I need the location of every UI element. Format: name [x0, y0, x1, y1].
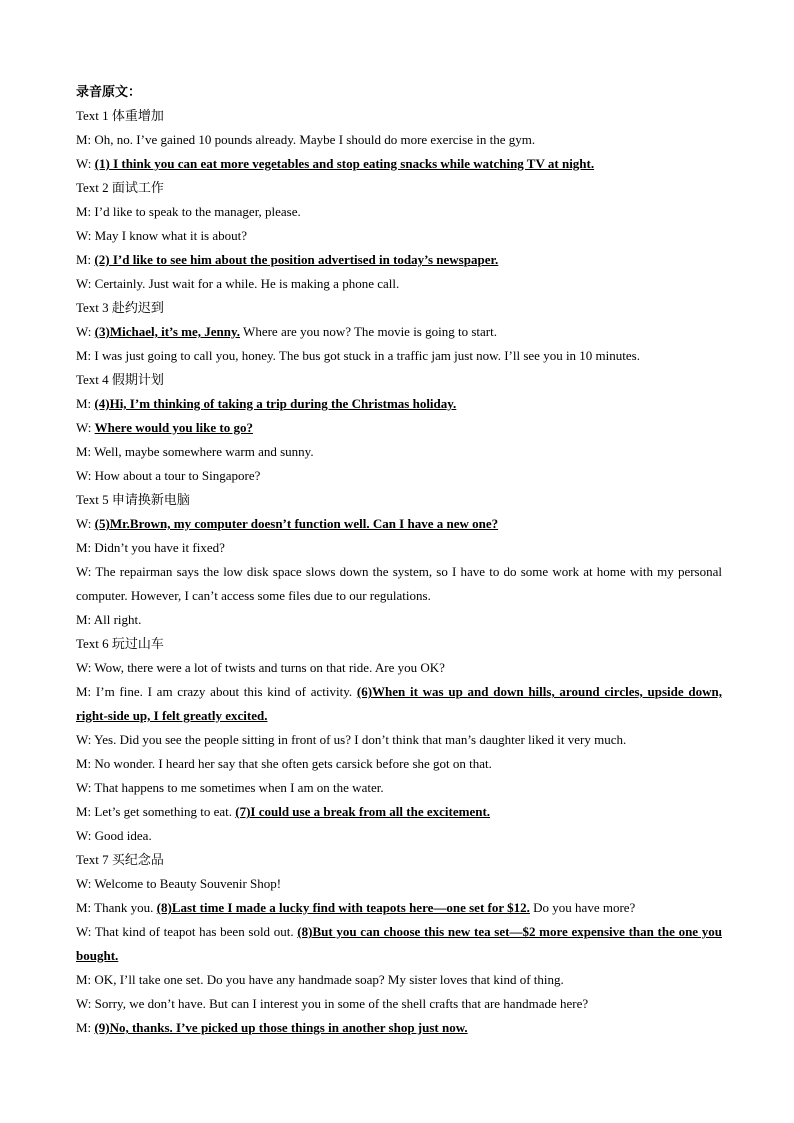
dialogue-line	[76, 224, 722, 248]
answer-highlight: (4)Hi, I’m thinking of taking a trip during the Christmas holiday.	[94, 396, 457, 411]
section-heading	[76, 296, 722, 320]
line-text: W:	[76, 516, 95, 531]
dialogue-line	[76, 824, 722, 848]
dialogue-line	[76, 992, 722, 1016]
line-text: W:	[76, 156, 95, 171]
dialogue-line	[76, 464, 722, 488]
answer-highlight: (3)Michael, it’s me, Jenny.	[94, 324, 241, 339]
line-text: M: OK, I’ll take one set. Do you have any handmade soap? My sister loves that kind of thing.	[76, 972, 564, 987]
line-text: M: Didn’t you have it fixed?	[76, 540, 225, 555]
line-text: Where are you now? The movie is going to start.	[240, 324, 497, 339]
answer-highlight: (7)I could use a break from all the excitement.	[235, 804, 491, 819]
dialogue-line	[76, 896, 722, 920]
dialogue-line	[76, 392, 722, 416]
answer-highlight: (8)But you can choose this new tea set—$2 more expensive than the one you bought.	[76, 924, 722, 963]
section-heading	[76, 368, 722, 392]
dialogue-line	[76, 872, 722, 896]
answer-highlight: Where would you like to go?	[94, 420, 253, 435]
dialogue-line	[76, 248, 722, 272]
line-text: Text 7 买纪念品	[76, 852, 164, 867]
answer-highlight: (6)When it was up and down hills, around circles, upside down, right-side up, I felt greatly excited.	[76, 684, 722, 723]
dialogue-line	[76, 776, 722, 800]
dialogue-line	[76, 656, 722, 680]
line-text: Text 6 玩过山车	[76, 636, 164, 651]
line-text: Text 2 面试工作	[76, 180, 164, 195]
line-text: W: That happens to me sometimes when I am on the water.	[76, 780, 384, 795]
line-text: M:	[76, 252, 95, 267]
transcript-page	[76, 80, 722, 1040]
line-text: M:	[76, 396, 95, 411]
section-heading	[76, 176, 722, 200]
line-text: Text 3 赴约迟到	[76, 300, 164, 315]
line-text: Do you have more?	[529, 900, 636, 915]
section-heading	[76, 848, 722, 872]
section-heading	[76, 632, 722, 656]
dialogue-line	[76, 968, 722, 992]
transcript-lines	[76, 104, 722, 1040]
line-text: M: All right.	[76, 612, 142, 627]
dialogue-line	[76, 1016, 722, 1040]
line-text: M:	[76, 1020, 95, 1035]
line-text: M: I’d like to speak to the manager, please.	[76, 204, 301, 219]
answer-highlight: (1) I think you can eat more vegetables and stop eating snacks while watching TV at night.	[94, 156, 595, 171]
dialogue-line	[76, 920, 722, 968]
dialogue-line	[76, 560, 722, 608]
dialogue-line	[76, 728, 722, 752]
line-text: W: Good idea.	[76, 828, 152, 843]
dialogue-line	[76, 752, 722, 776]
line-text: W: Certainly. Just wait for a while. He is making a phone call.	[76, 276, 400, 291]
dialogue-line	[76, 320, 722, 344]
dialogue-line	[76, 128, 722, 152]
line-text: W: May I know what it is about?	[76, 228, 248, 243]
dialogue-line	[76, 440, 722, 464]
dialogue-line	[76, 272, 722, 296]
line-text: M: Let’s get something to eat.	[76, 804, 236, 819]
answer-highlight: (5)Mr.Brown, my computer doesn’t function well. Can I have a new one?	[94, 516, 499, 531]
line-text: W: Welcome to Beauty Souvenir Shop!	[76, 876, 282, 891]
line-text: W: Wow, there were a lot of twists and turns on that ride. Are you OK?	[76, 660, 445, 675]
dialogue-line	[76, 608, 722, 632]
answer-highlight: (2) I’d like to see him about the position advertised in today’s newspaper.	[94, 252, 499, 267]
line-text: Text 5 申请换新电脑	[76, 492, 190, 507]
line-text: W: How about a tour to Singapore?	[76, 468, 261, 483]
line-text: W: Sorry, we don’t have. But can I interest you in some of the shell crafts that are handmade here?	[76, 996, 589, 1011]
dialogue-line	[76, 536, 722, 560]
line-text: M: Well, maybe somewhere warm and sunny.	[76, 444, 314, 459]
dialogue-line	[76, 800, 722, 824]
line-text: W: That kind of teapot has been sold out.	[76, 924, 298, 939]
dialogue-line	[76, 416, 722, 440]
dialogue-line	[76, 200, 722, 224]
answer-highlight: (8)Last time I made a lucky find with teapots here—one set for $12.	[156, 900, 530, 915]
line-text: Text 1 体重增加	[76, 108, 164, 123]
line-text: W: The repairman says the low disk space slows down the system, so I have to do some work at home with my personal computer. However, I can’t access some files due to our regulations.	[76, 564, 722, 603]
section-heading	[76, 104, 722, 128]
line-text: M: Oh, no. I’ve gained 10 pounds already. Maybe I should do more exercise in the gym.	[76, 132, 536, 147]
answer-highlight: (9)No, thanks. I’ve picked up those things in another shop just now.	[94, 1020, 468, 1035]
line-text: M: I’m fine. I am crazy about this kind of activity.	[76, 684, 357, 699]
section-heading	[76, 488, 722, 512]
page-title: 录音原文：	[76, 84, 142, 99]
line-text: M: I was just going to call you, honey. The bus got stuck in a traffic jam just now. I’ll see you in 10 minutes.	[76, 348, 640, 363]
line-text: M: Thank you.	[76, 900, 157, 915]
dialogue-line	[76, 344, 722, 368]
line-text: Text 4 假期计划	[76, 372, 164, 387]
line-text: W:	[76, 420, 95, 435]
dialogue-line	[76, 512, 722, 536]
dialogue-line	[76, 680, 722, 728]
line-text: M: No wonder. I heard her say that she often gets carsick before she got on that.	[76, 756, 492, 771]
dialogue-line	[76, 152, 722, 176]
line-text: W:	[76, 324, 95, 339]
line-text: W: Yes. Did you see the people sitting in front of us? I don’t think that man’s daughter liked it very much.	[76, 732, 627, 747]
